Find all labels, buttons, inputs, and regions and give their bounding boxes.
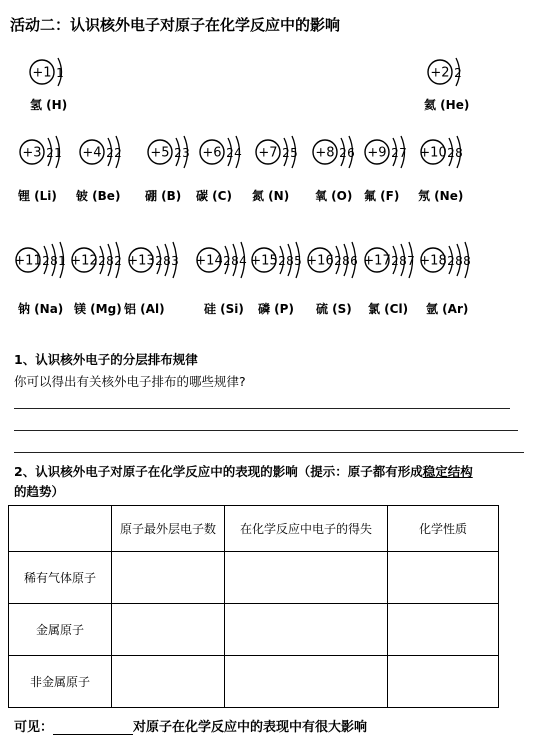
shell-electron-count: 2 <box>391 254 399 268</box>
row-label: 稀有气体原子 <box>9 552 112 604</box>
nucleus-charge: +9 <box>367 145 387 161</box>
atom-structure <box>146 132 202 168</box>
atom-diagram <box>70 240 134 280</box>
shell-electron-count: 2 <box>282 146 290 160</box>
shell-electron-count: 1 <box>56 66 64 80</box>
atom-structure <box>28 52 76 88</box>
nucleus-charge: +2 <box>430 65 450 81</box>
conclusion-blank[interactable] <box>53 720 133 735</box>
nucleus-charge: +4 <box>82 145 102 161</box>
shell-electron-count: 7 <box>399 146 407 160</box>
shell-electron-count: 2 <box>46 146 54 160</box>
shell-electron-count: 2 <box>226 146 234 160</box>
shell-electron-count: 8 <box>50 254 58 268</box>
section1-heading: 1、认识核外电子的分层排布规律 <box>14 352 198 367</box>
element-label: 硅 (Si) <box>204 302 244 316</box>
conclusion-suffix: 对原子在化学反应中的表现中有很大影响 <box>133 720 368 735</box>
shell-electron-count: 4 <box>239 254 247 268</box>
nucleus-charge: +16 <box>306 253 334 269</box>
section2-heading <box>14 462 544 502</box>
element-label: 氖 (Ne) <box>418 189 464 203</box>
answer-cell[interactable] <box>388 656 499 708</box>
atom-structure <box>250 240 314 276</box>
shell-electron-count: 5 <box>290 146 298 160</box>
shell-electron-count: 2 <box>114 146 122 160</box>
table-row <box>9 552 499 604</box>
table-header-row <box>9 506 499 552</box>
atom-structure <box>14 240 78 276</box>
nucleus-charge: +3 <box>22 145 42 161</box>
element-label: 氯 (Cl) <box>368 302 409 316</box>
shell-electron-count: 2 <box>334 254 342 268</box>
atom-structure <box>127 240 191 276</box>
nucleus-charge: +12 <box>70 253 98 269</box>
shell-electron-count: 8 <box>399 254 407 268</box>
atom-structure <box>78 132 134 168</box>
answer-cell[interactable] <box>388 552 499 604</box>
atom-diagram <box>28 52 76 92</box>
shell-electron-count: 2 <box>106 146 114 160</box>
nucleus-charge: +13 <box>127 253 155 269</box>
shell-electron-count: 8 <box>455 146 463 160</box>
atom-structure <box>18 132 74 168</box>
nucleus-charge: +17 <box>363 253 391 269</box>
section1-question: 你可以得出有关核外电子排布的哪些规律? <box>14 374 246 389</box>
table-header-cell <box>9 506 112 552</box>
atom-structure <box>254 132 310 168</box>
conclusion-line <box>14 716 367 735</box>
atom-diagram <box>78 132 134 172</box>
conclusion-prefix: 可见： <box>14 720 54 735</box>
shell-electron-count: 4 <box>234 146 242 160</box>
row-label: 非金属原子 <box>9 656 112 708</box>
shell-electron-count: 8 <box>342 254 350 268</box>
element-label: 硼 (B) <box>145 189 182 203</box>
atom-diagram <box>363 240 427 280</box>
table-header-cell: 原子最外层电子数 <box>112 506 225 552</box>
section2-heading-cont: 的趋势） <box>14 484 65 499</box>
row-label: 金属原子 <box>9 604 112 656</box>
nucleus-charge: +8 <box>315 145 335 161</box>
answer-cell[interactable] <box>112 604 225 656</box>
atom-diagram <box>18 132 74 172</box>
shell-electron-count: 5 <box>294 254 302 268</box>
shell-electron-count: 1 <box>58 254 66 268</box>
shell-electron-count: 6 <box>347 146 355 160</box>
atom-diagram <box>146 132 202 172</box>
table-row <box>9 656 499 708</box>
nucleus-charge: +15 <box>250 253 278 269</box>
element-label: 氩 (Ar) <box>426 302 469 316</box>
shell-electron-count: 1 <box>54 146 62 160</box>
shell-electron-count: 2 <box>454 66 462 80</box>
shell-electron-count: 3 <box>171 254 179 268</box>
atom-structure <box>311 132 367 168</box>
nucleus-charge: +14 <box>195 253 223 269</box>
answer-cell[interactable] <box>112 552 225 604</box>
table-header-cell: 在化学反应中电子的得失 <box>225 506 388 552</box>
shell-electron-count: 7 <box>407 254 415 268</box>
element-label: 锂 (Li) <box>18 189 57 203</box>
atom-structure <box>426 52 474 88</box>
table-row <box>9 604 499 656</box>
shell-electron-count: 8 <box>455 254 463 268</box>
shell-electron-count: 2 <box>391 146 399 160</box>
answer-line-2[interactable] <box>14 430 518 431</box>
element-label: 氮 (N) <box>252 189 290 203</box>
element-label: 硫 (S) <box>316 302 352 316</box>
nucleus-charge: +1 <box>32 65 52 81</box>
atom-diagram <box>363 132 419 172</box>
shell-electron-count: 2 <box>114 254 122 268</box>
atom-diagram <box>419 240 483 280</box>
element-label: 铝 (Al) <box>124 302 165 316</box>
shell-electron-count: 8 <box>286 254 294 268</box>
atom-structure <box>306 240 370 276</box>
shell-electron-count: 6 <box>350 254 358 268</box>
shell-electron-count: 2 <box>447 254 455 268</box>
shell-electron-count: 8 <box>231 254 239 268</box>
nucleus-charge: +10 <box>419 145 447 161</box>
section2-heading-underlined: 稳定结构 <box>422 464 473 479</box>
answer-cell[interactable] <box>388 604 499 656</box>
table-header-cell: 化学性质 <box>388 506 499 552</box>
atom-diagram <box>311 132 367 172</box>
atom-diagram <box>426 52 474 92</box>
activity-title: 活动二：认识核外电子对原子在化学反应中的影响 <box>10 16 341 34</box>
atom-diagram <box>198 132 254 172</box>
element-label: 钠 (Na) <box>18 302 64 316</box>
shell-electron-count: 8 <box>463 254 471 268</box>
element-label: 磷 (P) <box>258 302 294 316</box>
element-label: 碳 (C) <box>196 189 232 203</box>
atom-diagram <box>306 240 370 280</box>
atom-diagram <box>14 240 78 280</box>
shell-electron-count: 2 <box>223 254 231 268</box>
answer-cell[interactable] <box>225 552 388 604</box>
atom-structure <box>419 132 475 168</box>
shell-electron-count: 2 <box>339 146 347 160</box>
answer-line-1[interactable] <box>14 408 510 409</box>
element-label: 氢 (H) <box>30 98 68 112</box>
atom-structure <box>419 240 483 276</box>
element-label: 镁 (Mg) <box>74 302 122 316</box>
shell-electron-count: 2 <box>98 254 106 268</box>
answer-line-3[interactable] <box>14 452 524 453</box>
shell-electron-count: 8 <box>163 254 171 268</box>
element-label: 氟 (F) <box>364 189 400 203</box>
shell-electron-count: 2 <box>174 146 182 160</box>
electron-table <box>8 505 499 708</box>
shell-electron-count: 2 <box>447 146 455 160</box>
shell-electron-count: 3 <box>182 146 190 160</box>
atom-diagram <box>254 132 310 172</box>
atom-structure <box>198 132 254 168</box>
element-label: 氧 (O) <box>315 189 353 203</box>
atom-structure <box>70 240 134 276</box>
nucleus-charge: +6 <box>202 145 222 161</box>
atom-diagram <box>419 132 475 172</box>
shell-electron-count: 2 <box>42 254 50 268</box>
element-label: 氦 (He) <box>424 98 470 112</box>
atom-diagram <box>127 240 191 280</box>
atom-structure <box>363 240 427 276</box>
atom-diagram <box>250 240 314 280</box>
nucleus-charge: +7 <box>258 145 278 161</box>
section2-heading-main: 2、认识核外电子对原子在化学反应中的表现的影响（提示：原子都有形成 <box>14 464 423 479</box>
answer-cell[interactable] <box>225 604 388 656</box>
shell-electron-count: 2 <box>155 254 163 268</box>
element-label: 铍 (Be) <box>76 189 121 203</box>
answer-cell[interactable] <box>112 656 225 708</box>
nucleus-charge: +5 <box>150 145 170 161</box>
shell-electron-count: 2 <box>278 254 286 268</box>
shell-electron-count: 8 <box>106 254 114 268</box>
answer-cell[interactable] <box>225 656 388 708</box>
atom-structure <box>363 132 419 168</box>
nucleus-charge: +18 <box>419 253 447 269</box>
nucleus-charge: +11 <box>14 253 42 269</box>
